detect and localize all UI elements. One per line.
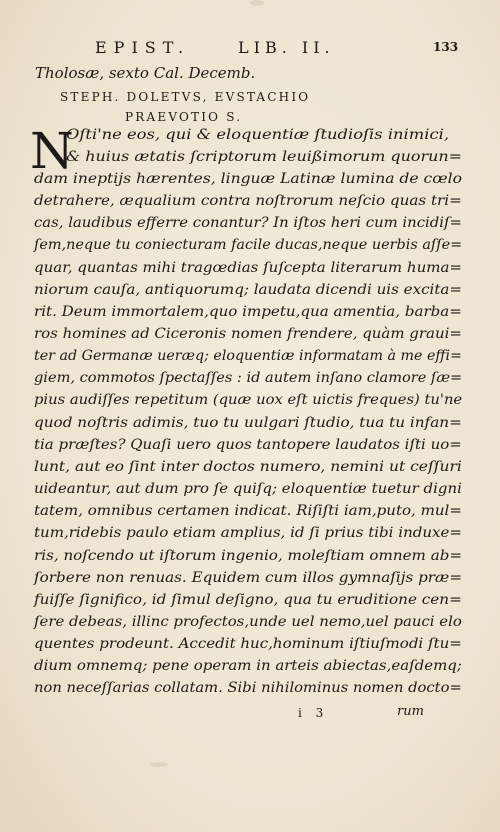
- catchword: rum: [397, 704, 424, 719]
- body-line: ſere debeas, illinc profectos,unde uel nemo,uel pauci elo: [34, 614, 462, 630]
- body-line: quod noſtris adimis, tuo tu uulgari ſtudio, tua tu infan=: [34, 415, 462, 431]
- page-stain: [250, 0, 264, 6]
- body-line: rit. Deum immortalem,quo impetu,qua amentia, barba=: [34, 304, 462, 320]
- body-line: tia præſtes? Quaſi uero quos tantopere laudatos iſti uo=: [34, 437, 462, 453]
- dateline: Tholosæ, sexto Cal. Decemb.: [35, 64, 256, 82]
- body-line: pius audiſſes repetitum (quæ uox eſt uictis freques) tu'ne: [34, 392, 463, 408]
- body-line: niorum cauſa, antiquorumq; laudata dicendi uis excita=: [34, 282, 463, 298]
- salutation-line-2: PRAEVOTIO S.: [125, 110, 243, 124]
- body-line: ſem,neque tu coniecturam facile ducas,neque uerbis aſſe=: [34, 237, 463, 253]
- body-line: & huius ætatis ſcriptorum leuißimorum quorun=: [66, 149, 463, 165]
- body-line: ros homines ad Ciceronis nomen frendere, quàm graui=: [34, 326, 462, 342]
- running-head-left: EPIST.: [95, 38, 191, 57]
- body-line: ris, noſcendo ut iſtorum ingenio, moleſtiam omnem ab=: [34, 548, 463, 564]
- salutation-line-1: STEPH. DOLETVS, EVSTACHIO: [60, 90, 311, 104]
- body-line: tum,ridebis paulo etiam amplius, id ſi prius tibi induxe=: [34, 525, 463, 541]
- body-line: Oſti'ne eos, qui & eloquentiæ ſtudioſis inimici,: [66, 127, 450, 143]
- drop-cap: N: [30, 122, 74, 180]
- body-line: fuiſſe ſignifico, id ſimul deſigno, qua tu eruditione cen=: [34, 592, 462, 608]
- body-line: detrahere, æqualium contra noſtrorum neſcio quas tri=: [34, 193, 462, 209]
- body-line: dium omnemq; pene operam in arteis abiectas,eaſdemq;: [34, 658, 462, 674]
- body-line: uideantur, aut dum pro ſe quiſq; eloquentiæ tuetur digni: [34, 481, 462, 497]
- body-line: non neceſſarias collatam. Sibi nihilominus nomen docto=: [34, 680, 462, 696]
- body-line: quentes prodeunt. Accedit huc,hominum iſtiuſmodi ſtu=: [34, 636, 462, 652]
- page-number: 133: [433, 40, 459, 54]
- body-line: ter ad Germanæ ueræq; eloquentiæ informatam à me effi=: [34, 348, 462, 364]
- body-line: quar, quantas mihi tragœdias ſuſcepta literarum huma=: [34, 260, 462, 276]
- signature-mark: i 3: [298, 706, 329, 720]
- body-line: cas, laudibus efferre conantur? In iſtos heri cum incidiſ=: [34, 215, 462, 231]
- running-head: [0, 38, 500, 58]
- running-head-book: LIB. II.: [238, 38, 335, 57]
- page-stain: [150, 762, 168, 767]
- body-line: giem, commotos ſpectaſſes : id autem inſano clamore ſæ=: [34, 370, 463, 386]
- body-line: tatem, omnibus certamen indicat. Riſiſti iam,puto, mul=: [34, 503, 462, 519]
- body-line: ſorbere non renuas. Equidem cum illos gymnaſijs præ=: [34, 570, 463, 586]
- body-line: dam ineptijs hærentes, linguæ Latinæ lumina de cœlo: [34, 171, 462, 187]
- body-line: lunt, aut eo ſint inter doctos numero, nemini ut ceſſuri: [34, 459, 462, 475]
